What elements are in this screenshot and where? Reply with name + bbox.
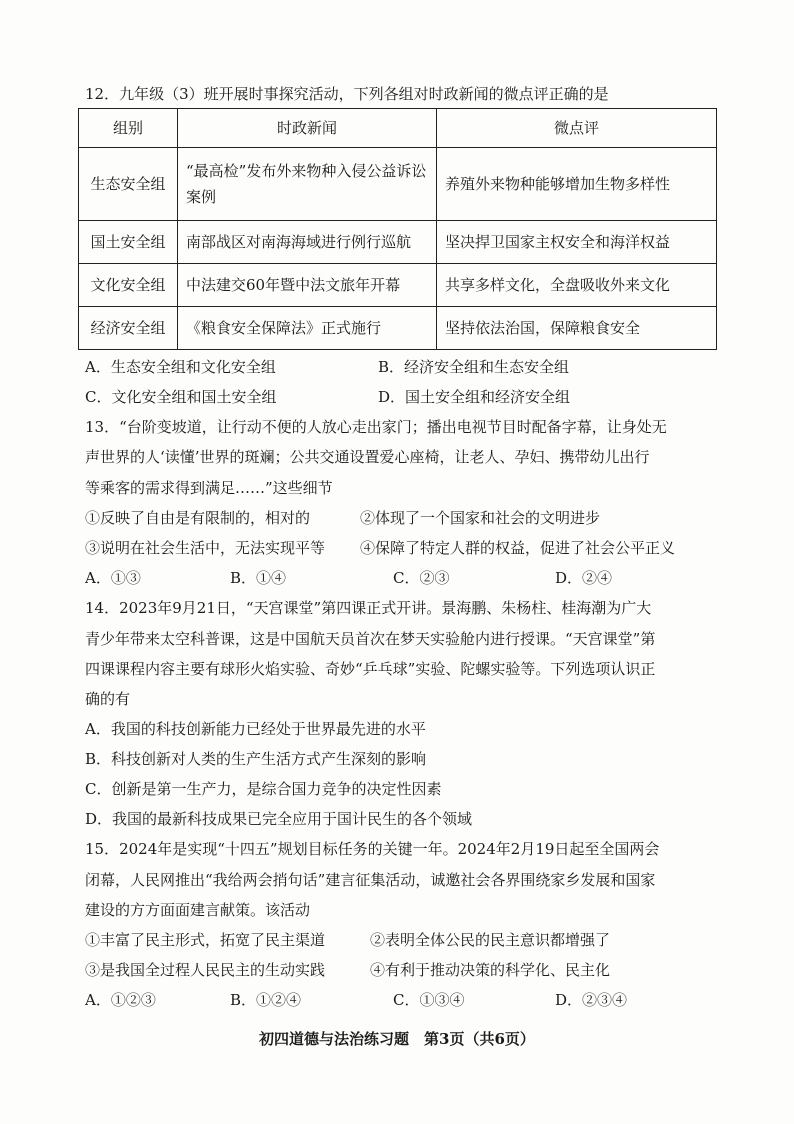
q15-stem-line: 15．2024年是实现“十四五”规划目标任务的关键一年。2024年2月19日起至全国两会 xyxy=(85,840,660,858)
table-row xyxy=(79,221,717,264)
q15-stem-line: 闭幕，人民网推出“我给两会捎句话”建言征集活动，诚邀社会各界围绕家乡发展和国家 xyxy=(85,871,656,889)
q13-stem-line: 声世界的人‘读懂’世界的斑斓；公共交通设置爱心座椅，让老人、孕妇、携带幼儿出行 xyxy=(85,448,650,466)
q15-statement-3: ③是我国全过程人民民主的生动实践 xyxy=(85,961,326,979)
q13-option-c[interactable]: C．②③ xyxy=(393,569,450,587)
q14-option-b[interactable]: B．科技创新对人类的生产生活方式产生深刻的影响 xyxy=(85,750,427,768)
table-row xyxy=(79,264,717,307)
q12-news-table xyxy=(78,108,717,350)
q14-stem-line: 14．2023年9月21日，“天宫课堂”第四课正式开讲。景海鹏、朱杨柱、桂海潮为广大 xyxy=(85,599,652,617)
q14-stem-line: 青少年带来太空科普课，这是中国航天员首次在梦天实验舱内进行授课。“天宫课堂”第 xyxy=(85,630,656,648)
table-header-row xyxy=(79,109,717,148)
cell-group: 国土安全组 xyxy=(79,221,178,264)
page-footer: 初四道德与法治练习题 第3页（共6页） xyxy=(259,1030,535,1048)
q15-statement-2: ②表明全体公民的民主意识都增强了 xyxy=(370,931,611,949)
q13-option-b[interactable]: B．①④ xyxy=(230,569,287,587)
q15-option-d[interactable]: D．②③④ xyxy=(555,991,628,1009)
q13-statement-1: ①反映了自由是有限制的，相对的 xyxy=(85,509,311,527)
q14-stem-line: 确的有 xyxy=(85,690,131,708)
cell-comment: 坚持依法治国，保障粮食安全 xyxy=(437,307,717,350)
table-row xyxy=(79,307,717,350)
q13-stem-line: 13．“台阶变坡道，让行动不便的人放心走出家门；播出电视节目时配备字幕，让身处无 xyxy=(85,418,667,436)
q12-option-c[interactable]: C．文化安全组和国土安全组 xyxy=(85,388,277,406)
header-group: 组别 xyxy=(79,109,178,148)
q12-option-b[interactable]: B．经济安全组和生态安全组 xyxy=(378,358,570,376)
q13-statement-2: ②体现了一个国家和社会的文明进步 xyxy=(360,509,601,527)
q14-stem-line: 四课课程内容主要有球形火焰实验、奇妙“乒乓球”实验、陀螺实验等。下列选项认识正 xyxy=(85,660,656,678)
cell-group: 生态安全组 xyxy=(79,148,178,221)
q15-statement-1: ①丰富了民主形式，拓宽了民主渠道 xyxy=(85,931,326,949)
cell-news: 中法建交60年暨中法文旅年开幕 xyxy=(178,264,437,307)
q15-option-c[interactable]: C．①③④ xyxy=(393,991,465,1009)
q15-option-a[interactable]: A．①②③ xyxy=(85,991,156,1009)
q12-option-d[interactable]: D．国土安全组和经济安全组 xyxy=(378,388,571,406)
table-row xyxy=(79,148,717,221)
cell-news: 南部战区对南海海域进行例行巡航 xyxy=(178,221,437,264)
cell-news: “最高检”发布外来物种入侵公益诉讼案例 xyxy=(178,148,437,221)
cell-comment: 养殖外来物种能够增加生物多样性 xyxy=(437,148,717,221)
q13-stem-line: 等乘客的需求得到满足……”这些细节 xyxy=(85,479,333,497)
cell-comment: 共享多样文化，全盘吸收外来文化 xyxy=(437,264,717,307)
cell-comment: 坚决捍卫国家主权安全和海洋权益 xyxy=(437,221,717,264)
header-news: 时政新闻 xyxy=(178,109,437,148)
cell-group: 经济安全组 xyxy=(79,307,178,350)
q12-stem: 12．九年级（3）班开展时事探究活动，下列各组对时政新闻的微点评正确的是 xyxy=(85,85,609,103)
header-comment: 微点评 xyxy=(437,109,717,148)
q13-statement-3: ③说明在社会生活中，无法实现平等 xyxy=(85,539,326,557)
q14-option-a[interactable]: A．我国的科技创新能力已经处于世界最先进的水平 xyxy=(85,720,426,738)
q15-statement-4: ④有利于推动决策的科学化、民主化 xyxy=(370,961,611,979)
q15-option-b[interactable]: B．①②④ xyxy=(230,991,302,1009)
cell-news: 《粮食安全保障法》正式施行 xyxy=(178,307,437,350)
q13-statement-4: ④保障了特定人群的权益，促进了社会公平正义 xyxy=(360,539,676,557)
q14-option-d[interactable]: D．我国的最新科技成果已完全应用于国计民生的各个领域 xyxy=(85,810,473,828)
q15-stem-line: 建设的方方面面建言献策。该活动 xyxy=(85,901,311,919)
q13-option-d[interactable]: D．②④ xyxy=(555,569,613,587)
q12-option-a[interactable]: A．生态安全组和文化安全组 xyxy=(85,358,276,376)
cell-group: 文化安全组 xyxy=(79,264,178,307)
q13-option-a[interactable]: A．①③ xyxy=(85,569,141,587)
q14-option-c[interactable]: C．创新是第一生产力，是综合国力竞争的决定性因素 xyxy=(85,780,442,798)
